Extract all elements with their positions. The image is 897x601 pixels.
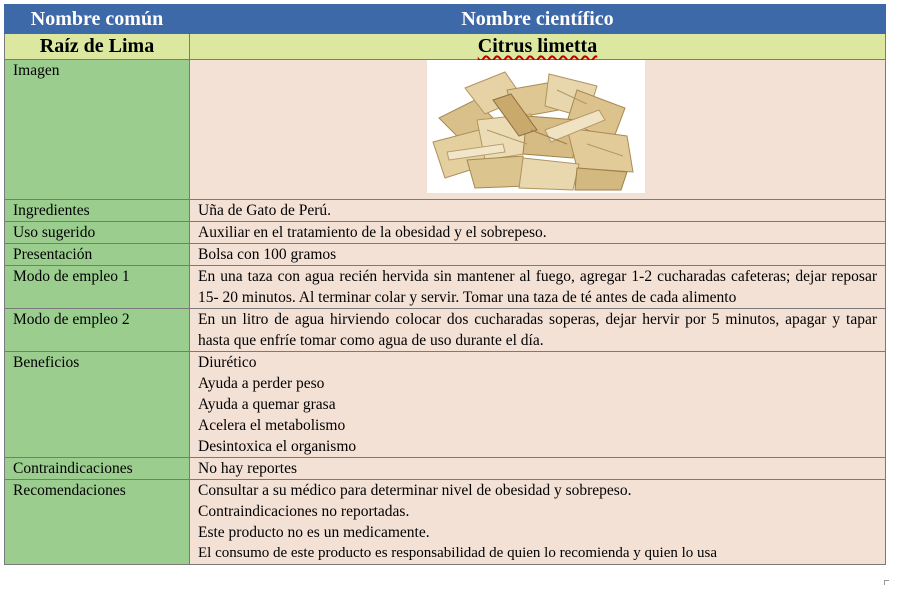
beneficio-item: Diurético — [198, 354, 257, 371]
common-name: Raíz de Lima — [5, 34, 190, 60]
image-cell — [190, 60, 886, 200]
value-presentacion: Bolsa con 100 gramos — [190, 244, 886, 266]
label-presentacion: Presentación — [5, 244, 190, 266]
beneficio-item: Desintoxica el organismo — [198, 438, 357, 455]
row-contraindicaciones — [5, 458, 886, 480]
name-row — [5, 34, 886, 60]
label-modo-empleo-1: Modo de empleo 1 — [5, 266, 190, 309]
label-recomendaciones: Recomendaciones — [5, 480, 190, 565]
value-ingredientes: Uña de Gato de Perú. — [190, 200, 886, 222]
beneficio-item: Ayuda a perder peso — [198, 375, 325, 392]
row-presentacion — [5, 244, 886, 266]
label-beneficios: Beneficios — [5, 352, 190, 458]
row-ingredientes — [5, 200, 886, 222]
recomendacion-item: Este producto no es un medicamente. — [198, 524, 430, 541]
value-uso-sugerido: Auxiliar en el tratamiento de la obesidad y el sobrepeso. — [190, 222, 886, 244]
scientific-name — [190, 34, 886, 60]
value-contraindicaciones: No hay reportes — [190, 458, 886, 480]
recomendacion-item: Consultar a su médico para determinar nivel de obesidad y sobrepeso. — [198, 482, 632, 499]
row-modo-empleo-2 — [5, 309, 886, 352]
value-modo-empleo-2: En un litro de agua hirviendo colocar dos cucharadas soperas, dejar hervir por 5 minutos, apagar y tapar hasta que enfríe tomar como agua de uso durante el día. — [190, 309, 886, 352]
recomendacion-item: El consumo de este producto es responsabilidad de quien lo recomienda y quien lo usa — [198, 545, 718, 561]
value-recomendaciones — [190, 480, 886, 565]
label-contraindicaciones: Contraindicaciones — [5, 458, 190, 480]
label-imagen: Imagen — [5, 60, 190, 200]
row-beneficios — [5, 352, 886, 458]
row-imagen — [5, 60, 886, 200]
product-info-table — [4, 4, 886, 565]
header-row — [5, 5, 886, 34]
value-modo-empleo-1: En una taza con agua recién hervida sin mantener al fuego, agregar 1-2 cucharadas cafeteras; dejar reposar 15- 20 minutos. Al terminar colar y servir. Tomar una taza de té antes de cada alimento — [190, 266, 886, 309]
row-recomendaciones — [5, 480, 886, 565]
label-uso-sugerido: Uso sugerido — [5, 222, 190, 244]
row-uso-sugerido — [5, 222, 886, 244]
value-beneficios — [190, 352, 886, 458]
table-corner-marker — [884, 580, 889, 585]
label-ingredientes: Ingredientes — [5, 200, 190, 222]
header-common-name: Nombre común — [5, 5, 190, 34]
label-modo-empleo-2: Modo de empleo 2 — [5, 309, 190, 352]
scientific-name-text: Citrus limetta — [477, 35, 598, 57]
recomendacion-item: Contraindicaciones no reportadas. — [198, 503, 410, 520]
wood-chips-photo-icon — [427, 60, 645, 193]
beneficio-item: Ayuda a quemar grasa — [198, 396, 336, 413]
beneficio-item: Acelera el metabolismo — [198, 417, 346, 434]
header-scientific-name: Nombre científico — [190, 5, 886, 34]
row-modo-empleo-1 — [5, 266, 886, 309]
